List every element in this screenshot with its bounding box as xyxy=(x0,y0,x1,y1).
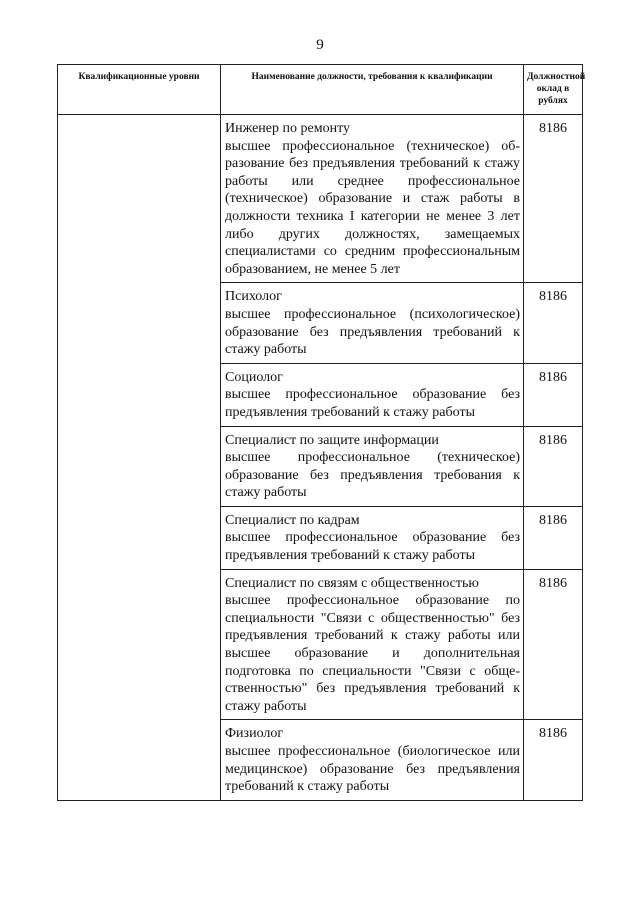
position-title: Специалист по защите информации xyxy=(225,432,439,448)
header-salary: Должностной оклад в рублях xyxy=(524,65,583,115)
header-row xyxy=(58,65,583,115)
salary-cell: 8186 xyxy=(524,115,583,283)
position-title: Специалист по кадрам xyxy=(225,512,360,528)
position-title: Психолог xyxy=(225,289,282,305)
table-body xyxy=(58,115,583,801)
qualification-table xyxy=(57,64,586,801)
position-title: Инженер по ремонту xyxy=(225,121,351,136)
position-cell xyxy=(221,720,524,800)
position-cell xyxy=(221,569,524,720)
position-title: Физиолог xyxy=(225,726,284,742)
position-requirements: высшее профессиональное (психологическое) образование без предъявления требований к стажу работы xyxy=(225,306,520,358)
position-requirements: высшее профессиональное (техническое) образование без предъявления требования к стажу работы xyxy=(225,450,520,501)
salary-cell: 8186 xyxy=(524,569,583,720)
position-requirements: высшее профессиональное (техническое) образование без предъявления требований к стажу работы или среднее профессиональное (техническое) образование и стаж работы в должности техника I категории не менее 3 лет либо других должностях, замещаемых специалистами со средним профессиональным образованием, не менее 5 лет xyxy=(225,138,520,277)
salary-cell: 8186 xyxy=(524,720,583,800)
position-cell xyxy=(221,283,524,363)
position-title: Специалист по связям с общественностью xyxy=(225,575,479,591)
salary-cell: 8186 xyxy=(524,363,583,426)
level-cell xyxy=(58,115,221,801)
position-requirements: высшее профессиональное образование без предъявления требований к стажу работы xyxy=(225,530,520,564)
table-header xyxy=(58,65,586,115)
position-cell xyxy=(221,363,524,426)
header-level: Квалификационные уровни xyxy=(58,65,221,115)
page-number: 9 xyxy=(316,37,324,53)
position-requirements: высшее профессиональное образование по специальности "Связи с общественностью" без предъявления требований к стажу работы или высшее образование и дополнительная подготовка по специальности "Связи с общественностью" без предъявления требований к стажу работы xyxy=(225,593,520,714)
table-row xyxy=(58,115,583,283)
salary-cell: 8186 xyxy=(524,506,583,569)
position-cell xyxy=(221,506,524,569)
position-requirements: высшее профессиональное (биологическое или медицинское) образование без предъявления требований к стажу работы xyxy=(225,744,520,795)
salary-cell: 8186 xyxy=(524,283,583,363)
position-requirements: высшее профессиональное образование без предъявления требований к стажу работы xyxy=(225,387,520,420)
salary-cell: 8186 xyxy=(524,426,583,506)
position-title: Социолог xyxy=(225,369,283,385)
header-position: Наименование должности, требования к квалификации xyxy=(221,65,524,115)
position-cell xyxy=(221,115,524,283)
position-cell xyxy=(221,426,524,506)
